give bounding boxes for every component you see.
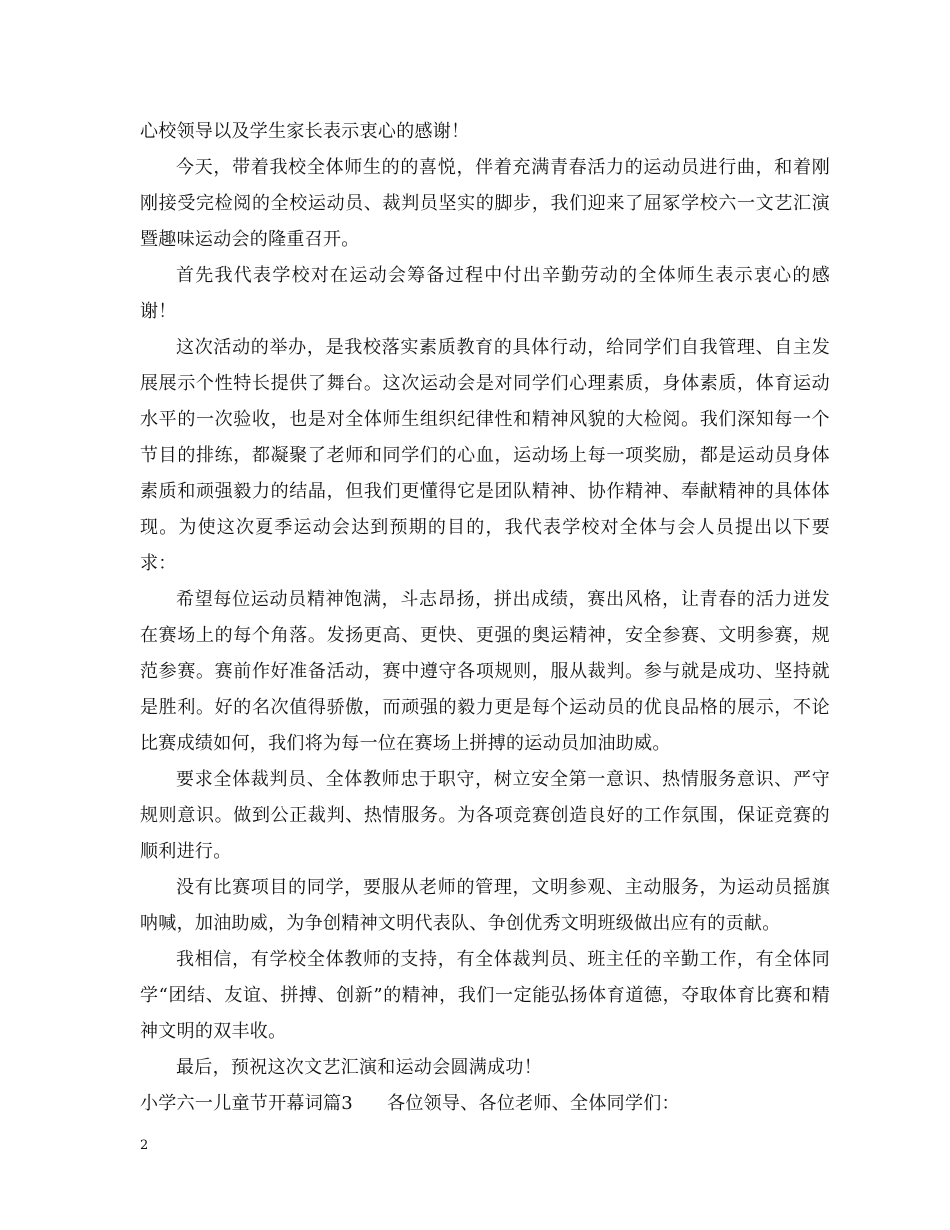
paragraph-5: 希望每位运动员精神饱满，斗志昂扬，拼出成绩，赛出风格，让青春的活力迸发在赛场上的每个角落。发扬更高、更快、更强的奥运精神，安全参赛、文明参赛，规范参赛。赛前作好准备活动，赛中遵守各项规则，服从裁判。参与就是成功、坚持就是胜利。好的名次值得骄傲，而顽强的毅力更是每个运动员的优良品格的展示，不论比赛成绩如何，我们将为每一位在赛场上拼搏的运动员加油助威。 bbox=[140, 589, 830, 754]
paragraph-1: 心校领导以及学生家长表示衷心的感谢！ bbox=[140, 121, 470, 142]
paragraph-9: 最后，预祝这次文艺汇演和运动会圆满成功！ bbox=[176, 1057, 542, 1078]
next-section-greeting: 各位领导、各位老师、全体同学们： bbox=[387, 1093, 680, 1114]
paragraph-4: 这次活动的举办，是我校落实素质教育的具体行动，给同学们自我管理、自主发展展示个性特长提供了舞台。这次运动会是对同学们心理素质，身体素质，体育运动水平的一次验收，也是对全体师生组织纪律性和精神风貌的大检阅。我们深知每一个节目的排练，都凝聚了老师和同学们的心血，运动场上每一项奖励，都是运动员身体素质和顽强毅力的结晶，但我们更懂得它是团队精神、协作精神、奉献精神的具体体现。为使这次夏季运动会达到预期的目的，我代表学校对全体与会人员提出以下要求： bbox=[140, 337, 830, 574]
paragraph-7: 没有比赛项目的同学，要服从老师的管理，文明参观、主动服务，为运动员摇旗呐喊，加油助威，为争创精神文明代表队、争创优秀文明班级做出应有的贡献。 bbox=[140, 877, 830, 934]
paragraph-2: 今天，带着我校全体师生的的喜悦，伴着充满青春活力的运动员进行曲，和着刚刚接受完检阅的全校运动员、裁判员坚实的脚步，我们迎来了屈冢学校六一文艺汇演暨趣味运动会的隆重召开。 bbox=[140, 157, 830, 250]
document-body bbox=[140, 114, 830, 1122]
paragraph-6: 要求全体裁判员、全体教师忠于职守，树立安全第一意识、热情服务意识、严守规则意识。做到公正裁判、热情服务。为各项竞赛创造良好的工作氛围，保证竞赛的顺利进行。 bbox=[140, 769, 830, 862]
paragraph-3: 首先我代表学校对在运动会筹备过程中付出辛勤劳动的全体师生表示衷心的感谢！ bbox=[140, 265, 830, 322]
next-section-title: 小学六一儿童节开幕词篇3 bbox=[140, 1093, 354, 1114]
paragraph-8: 我相信，有学校全体教师的支持，有全体裁判员、班主任的辛勤工作，有全体同学“团结、友谊、拼搏、创新”的精神，我们一定能弘扬体育道德，夺取体育比赛和精神文明的双丰收。 bbox=[140, 949, 830, 1042]
next-section-line bbox=[140, 1086, 830, 1122]
page-number: 2 bbox=[140, 1138, 149, 1153]
